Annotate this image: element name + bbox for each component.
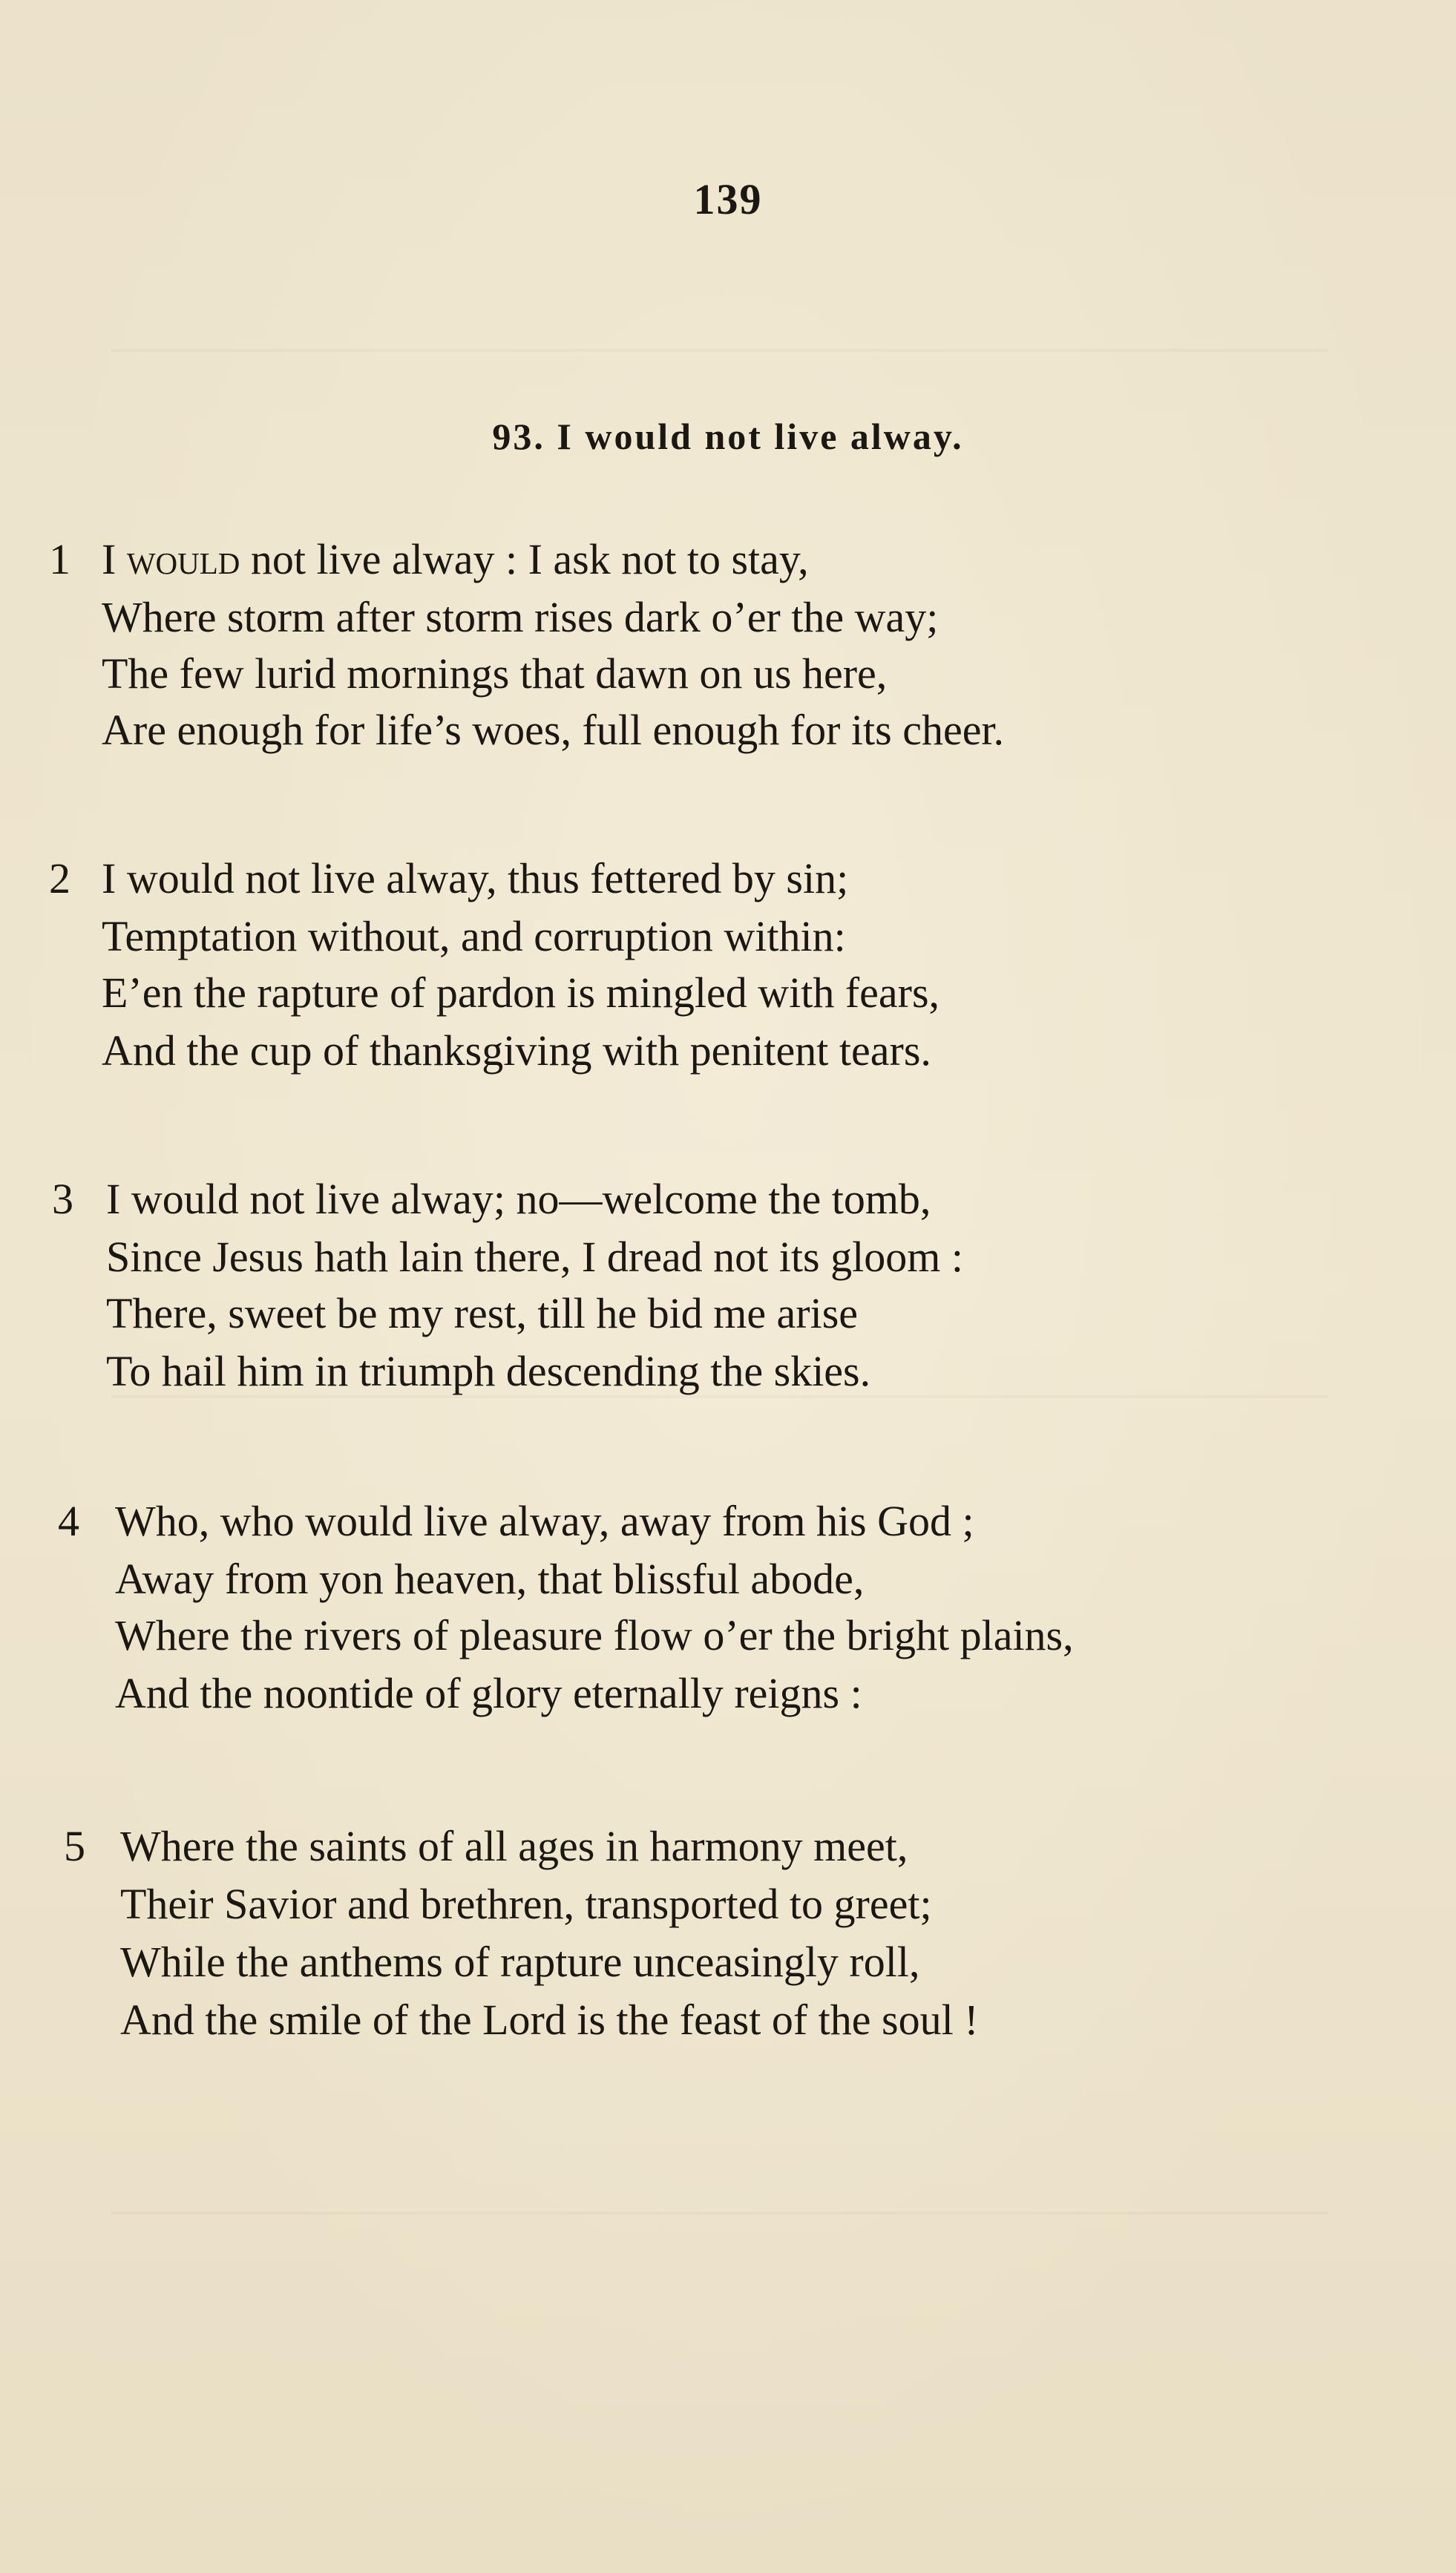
verse-line: And the cup of thanksgiving with penitent tears. — [102, 1026, 931, 1075]
verse-line: Away from yon heaven, that blissful abode, — [115, 1555, 865, 1603]
verse-line — [102, 531, 809, 588]
verse-line: Where the rivers of pleasure flow o’er the bright plains, — [115, 1611, 1074, 1659]
verse-line: Are enough for life’s woes, full enough for its cheer. — [102, 706, 1005, 754]
page-number: 139 — [693, 175, 763, 223]
verse-number: 1 — [49, 535, 70, 583]
verse-line: Their Savior and brethren, transported to greet; — [120, 1880, 932, 1928]
verse-number: 5 — [64, 1822, 85, 1870]
show-through-rule — [111, 2212, 1328, 2215]
verse-number: 3 — [52, 1175, 73, 1223]
hymn-title: 93. I would not live alway. — [492, 416, 964, 457]
verse-line: I would not live alway; no—welcome the tomb, — [106, 1175, 931, 1223]
show-through-rule — [111, 349, 1328, 352]
verse-number: 2 — [49, 854, 70, 902]
verse-line: Since Jesus hath lain there, I dread not its gloom : — [106, 1233, 963, 1281]
verse-line: And the smile of the Lord is the feast of the soul ! — [120, 1996, 979, 2044]
verse-line: Where the saints of all ages in harmony meet, — [120, 1822, 908, 1870]
verse-line: Where storm after storm rises dark o’er the way; — [102, 593, 939, 641]
verse-first-word-smallcaps: would — [126, 535, 240, 583]
verse-line: There, sweet be my rest, till he bid me arise — [106, 1289, 859, 1337]
verse-line: And the noontide of glory eternally reigns : — [115, 1669, 862, 1717]
verse-line: Temptation without, and corruption within: — [102, 912, 846, 960]
verse-line: To hail him in triumph descending the skies. — [106, 1347, 871, 1395]
verse-line-text: not live alway : I ask not to stay, — [250, 535, 809, 583]
verse-first-word: I — [102, 535, 117, 583]
verse-line: I would not live alway, thus fettered by sin; — [102, 854, 849, 902]
verse-line: The few lurid mornings that dawn on us here, — [102, 649, 888, 698]
verse-line: E’en the rapture of pardon is mingled with fears, — [102, 968, 940, 1017]
verse-number: 4 — [58, 1497, 79, 1545]
verse-line: While the anthems of rapture unceasingly roll, — [120, 1938, 920, 1986]
verse-line: Who, who would live alway, away from his God ; — [115, 1497, 974, 1545]
